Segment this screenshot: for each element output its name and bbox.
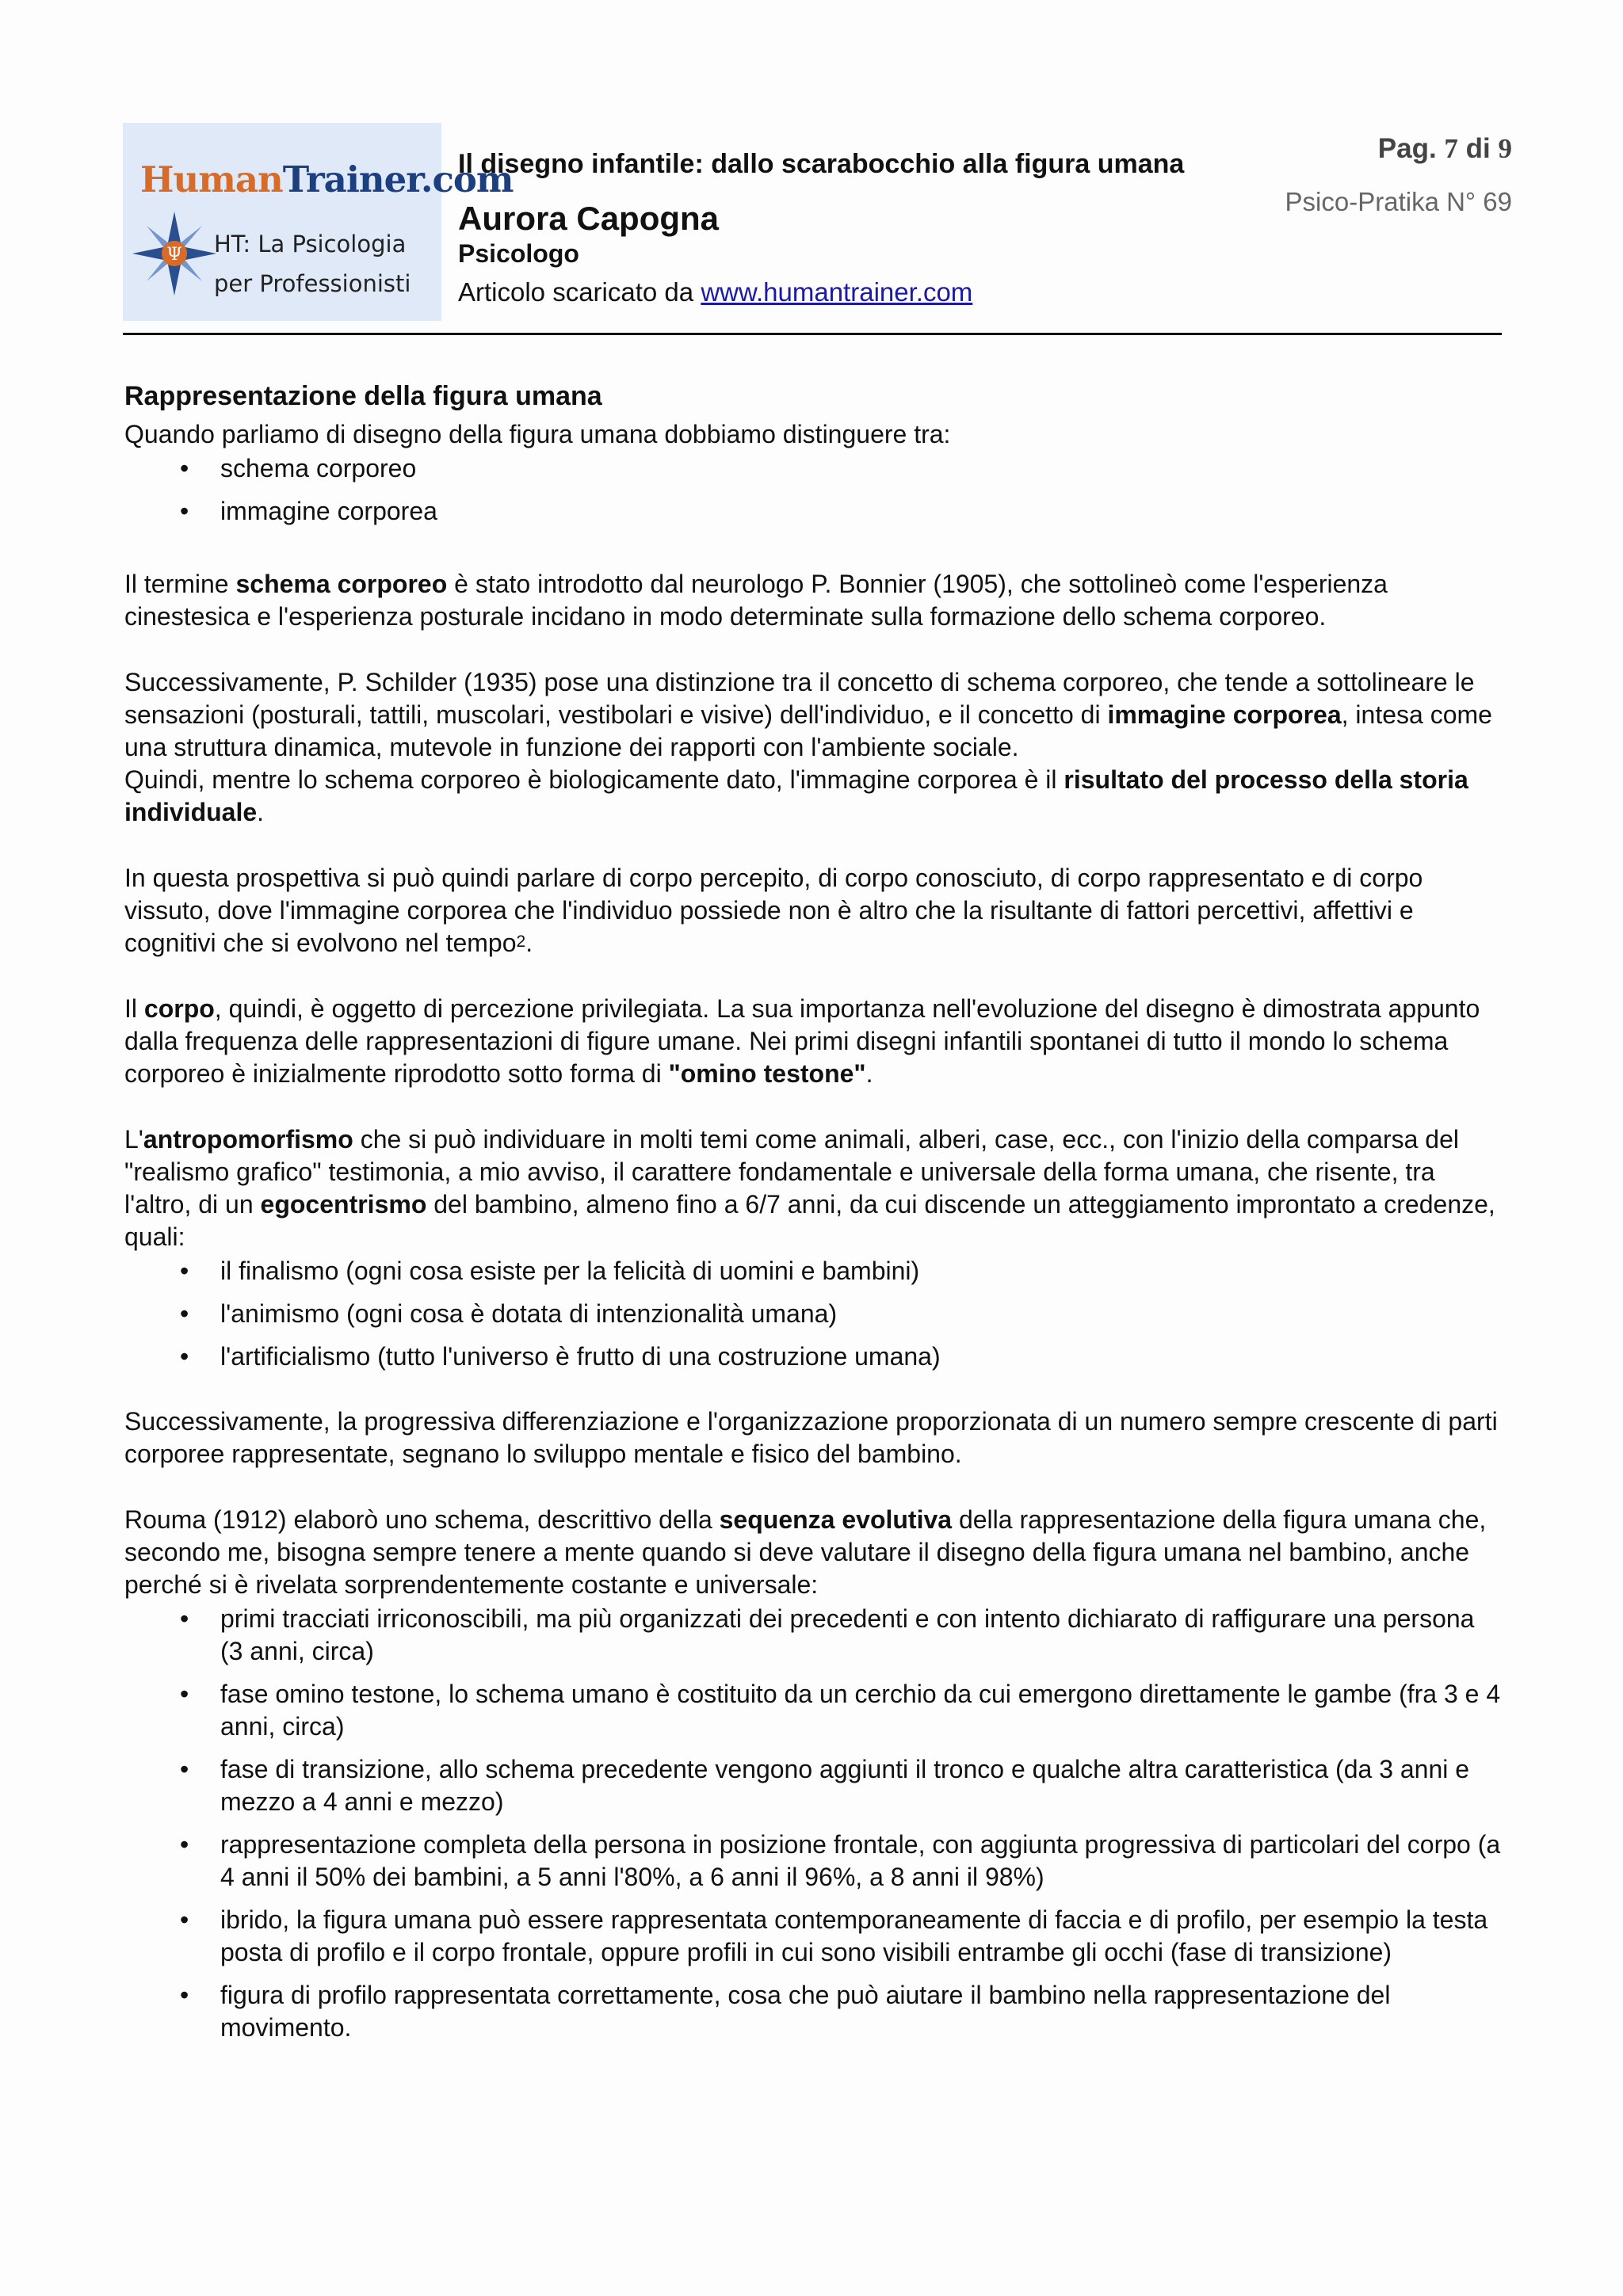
text-span: Il bbox=[124, 994, 144, 1023]
bold-term: corpo bbox=[143, 994, 215, 1023]
bold-term: risultato del processo della storia individuale bbox=[124, 765, 1468, 826]
compass-star-icon bbox=[131, 210, 218, 297]
paragraph-antropomorfismo bbox=[124, 1123, 1503, 1253]
logo-tagline-line2: per Professionisti bbox=[214, 270, 411, 297]
concept-list bbox=[124, 452, 1503, 528]
page-of: di bbox=[1465, 133, 1491, 164]
text-span: , intesa come una struttura dinamica, mutevole in funzione dei rapporti con l'ambiente sociale. bbox=[124, 700, 1492, 761]
paragraph-rouma bbox=[124, 1504, 1503, 1601]
text-span: che si può individuare in molti temi come animali, alberi, case, ecc., con l'inizio della comparsa del "realismo grafico" testimonia, a mio avviso, il carattere fondamentale e universale della forma umana, che risente, tra l'altro, di un bbox=[124, 1125, 1459, 1219]
intro-paragraph: Quando parliamo di disegno della figura umana dobbiamo distinguere tra: bbox=[124, 420, 951, 448]
list-item: • fase omino testone, lo schema umano è costituito da un cerchio da cui emergono direttamente le gambe (fra 3 e 4 anni, circa) bbox=[124, 1678, 1503, 1743]
list-item: • immagine corporea bbox=[124, 495, 1503, 528]
list-item: • schema corporeo bbox=[124, 452, 1503, 485]
humantrainer-logo[interactable] bbox=[123, 123, 514, 321]
list-item: • ibrido, la figura umana può essere rappresentata contemporaneamente di faccia e di profilo, per esempio la testa posta di profilo e il corpo frontale, oppure profili in cui sono visibili entrambe gli occhi (fase di transizione) bbox=[124, 1904, 1503, 1969]
paragraph-bonnier bbox=[124, 568, 1503, 633]
page-total: 9 bbox=[1498, 133, 1512, 164]
list-item: • l'animismo (ogni cosa è dotata di intenzionalità umana) bbox=[124, 1298, 1503, 1330]
bold-term: egocentrismo bbox=[260, 1190, 427, 1219]
text-span: della rappresentazione della figura umana che, secondo me, bisogna sempre tenere a mente quando si deve valutare il disegno della figura umana nel bambino, anche perché si è rivelata sorprendentemente costante e universale: bbox=[124, 1505, 1487, 1599]
text-span: Rouma (1912) elaborò uno schema, descrittivo della bbox=[124, 1505, 720, 1534]
text-span: Quindi, mentre lo schema corporeo è biologicamente dato, l'immagine corporea è il bbox=[124, 765, 1064, 794]
logo-tagline bbox=[214, 224, 411, 303]
list-item: • rappresentazione completa della persona in posizione frontale, con aggiunta progressiva di particolari del corpo (a 4 anni il 50% dei bambini, a 5 anni l'80%, a 6 anni il 96%, a 8 anni il 98%) bbox=[124, 1829, 1503, 1894]
text-span: . bbox=[257, 798, 265, 826]
evolution-list bbox=[124, 1603, 1503, 2044]
download-label: Articolo scaricato da bbox=[458, 277, 694, 307]
paragraph-prospettiva bbox=[124, 862, 1503, 959]
page-number bbox=[1378, 133, 1512, 165]
paragraph-differenziazione: Successivamente, la progressiva differenziazione e l'organizzazione proporzionata di un numero sempre crescente di parti corporee rappresentate, segnano lo sviluppo mentale e fisico del bambino. bbox=[124, 1407, 1498, 1468]
paragraph-schilder bbox=[124, 666, 1503, 829]
list-item: • il finalismo (ogni cosa esiste per la felicità di uomini e bambini) bbox=[124, 1255, 1503, 1287]
text-span: del bambino, almeno fino a 6/7 anni, da cui discende un atteggiamento improntato a credenze, quali: bbox=[124, 1190, 1495, 1251]
paragraph-corpo bbox=[124, 993, 1503, 1090]
download-line bbox=[458, 277, 972, 307]
text-span: In questa prospettiva si può quindi parlare di corpo percepito, di corpo conosciuto, di corpo rappresentato e di corpo vissuto, dove l'immagine corporea che l'individuo possiede non è altro che la risultante di fattori percettivi, affettivi e cognitivi che si evolvono nel tempo bbox=[124, 864, 1423, 957]
header-divider bbox=[123, 333, 1502, 335]
text-span: L' bbox=[124, 1125, 143, 1154]
article-body bbox=[124, 379, 1503, 2054]
text-span: Successivamente, P. Schilder (1935) pose una distinzione tra il concetto di schema corporeo, che tende a sottolineare le sensazioni (posturali, tattili, muscolari, vestibolari e visive) dell'individuo, e il concetto di bbox=[124, 668, 1475, 729]
text-span: è stato introdotto dal neurologo P. Bonnier (1905), che sottolineò come l'esperienza cinestesica e l'esperienza posturale incidano in modo determinate sulla formazione dello schema corporeo. bbox=[124, 570, 1388, 631]
bold-term: immagine corporea bbox=[1107, 700, 1342, 729]
bold-term: "omino testone" bbox=[668, 1059, 866, 1088]
footnote-ref[interactable]: 2 bbox=[516, 933, 526, 951]
article-title: Il disegno infantile: dallo scarabocchio alla figura umana bbox=[458, 149, 1185, 179]
author-role: Psicologo bbox=[458, 239, 579, 268]
logo-wordmark bbox=[140, 158, 514, 200]
logo-part2: Trainer.com bbox=[282, 158, 514, 200]
beliefs-list bbox=[124, 1255, 1503, 1373]
text-span: . bbox=[525, 929, 533, 957]
list-item: • fase di transizione, allo schema precedente vengono aggiunti il tronco e qualche altra caratteristica (da 3 anni e mezzo a 4 anni e mezzo) bbox=[124, 1753, 1503, 1818]
list-item: • figura di profilo rappresentata correttamente, cosa che può aiutare il bambino nella rappresentazione del movimento. bbox=[124, 1979, 1503, 2044]
bold-term: schema corporeo bbox=[235, 570, 448, 598]
journal-issue: Psico-Pratika N° 69 bbox=[1285, 187, 1512, 216]
section-heading: Rappresentazione della figura umana bbox=[124, 381, 602, 411]
text-span: , quindi, è oggetto di percezione privilegiata. La sua importanza nell'evoluzione del disegno è dimostrata appunto dalla frequenza delle rappresentazioni di figure umane. Nei primi disegni infantili spontanei di tutto il mondo lo schema corporeo è inizialmente riprodotto sotto forma di bbox=[124, 994, 1480, 1088]
author-name: Aurora Capogna bbox=[458, 200, 720, 237]
text-span: Il termine bbox=[124, 570, 236, 598]
text-span: . bbox=[865, 1059, 873, 1088]
logo-tagline-line1: HT: La Psicologia bbox=[214, 231, 407, 257]
list-item: • l'artificialismo (tutto l'universo è frutto di una costruzione umana) bbox=[124, 1341, 1503, 1373]
download-link[interactable]: www.humantrainer.com bbox=[701, 277, 973, 307]
svg-text:Ψ: Ψ bbox=[166, 245, 182, 265]
logo-part1: Human bbox=[140, 158, 283, 200]
page-label: Pag. bbox=[1377, 133, 1437, 164]
bold-term: sequenza evolutiva bbox=[719, 1505, 953, 1534]
bold-term: antropomorfismo bbox=[143, 1125, 353, 1154]
list-item: • primi tracciati irriconoscibili, ma più organizzati dei precedenti e con intento dichiarato di raffigurare una persona (3 anni, circa) bbox=[124, 1603, 1503, 1668]
page-current: 7 bbox=[1444, 133, 1458, 164]
